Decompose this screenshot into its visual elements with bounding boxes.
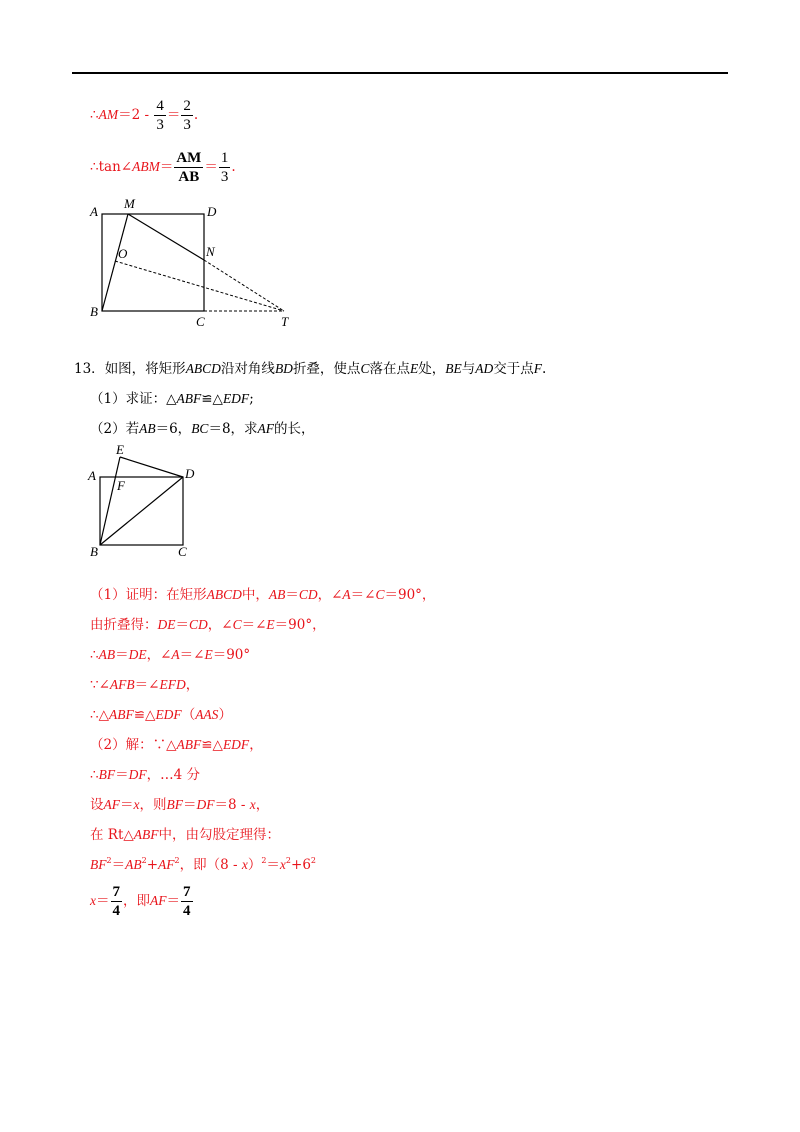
label-O: O — [118, 246, 128, 261]
solution-line-1: （1）证明：在矩形ABCD中，AB＝CD，∠A＝∠C＝90°， — [90, 587, 436, 603]
solution-line-9: 在 Rt△ABF中，由勾股定理得： — [90, 827, 281, 843]
label-M: M — [124, 196, 135, 211]
label-C: C — [178, 544, 187, 559]
fraction: $\frac{1}{3}$ — [220, 150, 229, 185]
problem-13-q1: （1）求证：△ABF≌△EDF; — [90, 391, 254, 407]
fraction: $\frac{2}{3}$ — [183, 98, 191, 133]
fraction: $\frac{AM}{AB}$ — [176, 150, 202, 185]
solution-line-2: 由折叠得：DE＝CD，∠C＝∠E＝90°， — [90, 617, 326, 633]
solution-line-11: x＝ $\frac{7}{4}$ ，即AF＝ $\frac{7}{4}$ — [90, 884, 191, 919]
solution-line-8: 设AF＝x，则BF＝DF＝8 - x， — [90, 797, 270, 813]
segment-nt — [204, 260, 284, 311]
label-T: T — [281, 314, 289, 329]
label-D: D — [185, 466, 195, 481]
label-D: D — [207, 204, 217, 219]
label-F: F — [117, 478, 125, 493]
solution-line-6: （2）解：∵△ABF≌△EDF， — [90, 737, 263, 753]
problem-13-stem: 13．如图，将矩形ABCD沿对角线BD折叠，使点C落在点E处，BE与AD交于点F. — [74, 361, 547, 377]
fraction: $\frac{4}{3}$ — [156, 98, 164, 133]
problem-13-q2: （2）若AB＝6，BC＝8，求AF的长， — [90, 421, 315, 437]
tan-equation: ∴tan∠ABM＝ $\frac{AM}{AB}$ ＝ $\frac{1}{3}$ . — [90, 150, 236, 185]
figure-folded-rectangle — [86, 440, 206, 560]
segment-ed — [120, 457, 183, 477]
header-rule — [72, 72, 728, 74]
segment-ot — [115, 261, 284, 311]
label-A: A — [90, 204, 98, 219]
diagonal-bd — [100, 477, 183, 545]
solution-line-5: ∴△ABF≌△EDF（AAS） — [90, 707, 232, 723]
fraction: $\frac{7}{4}$ — [112, 884, 120, 919]
figure-square-abcd — [88, 196, 308, 332]
label-B: B — [90, 304, 98, 319]
label-B: B — [90, 544, 98, 559]
label-C: C — [196, 314, 205, 329]
label-E: E — [116, 442, 124, 457]
label-A: A — [88, 468, 96, 483]
solution-line-10: $BF^2=AB^2+AF^2$，即$(8 - x)^2=x^2+6^2$ — [90, 856, 317, 873]
label-N: N — [206, 244, 215, 259]
solution-line-3: ∴AB＝DE，∠A＝∠E＝90° — [90, 647, 251, 663]
segment-mn — [128, 214, 204, 260]
am-equation: ∴AM＝2 - $\frac{4}{3}$ ＝ $\frac{2}{3}$ . — [90, 98, 199, 133]
solution-line-4: ∵∠AFB＝∠EFD， — [90, 677, 200, 693]
segment-mb — [102, 214, 128, 311]
fraction: $\frac{7}{4}$ — [183, 884, 191, 919]
solution-line-7: ∴BF＝DF，…4 分 — [90, 767, 200, 783]
